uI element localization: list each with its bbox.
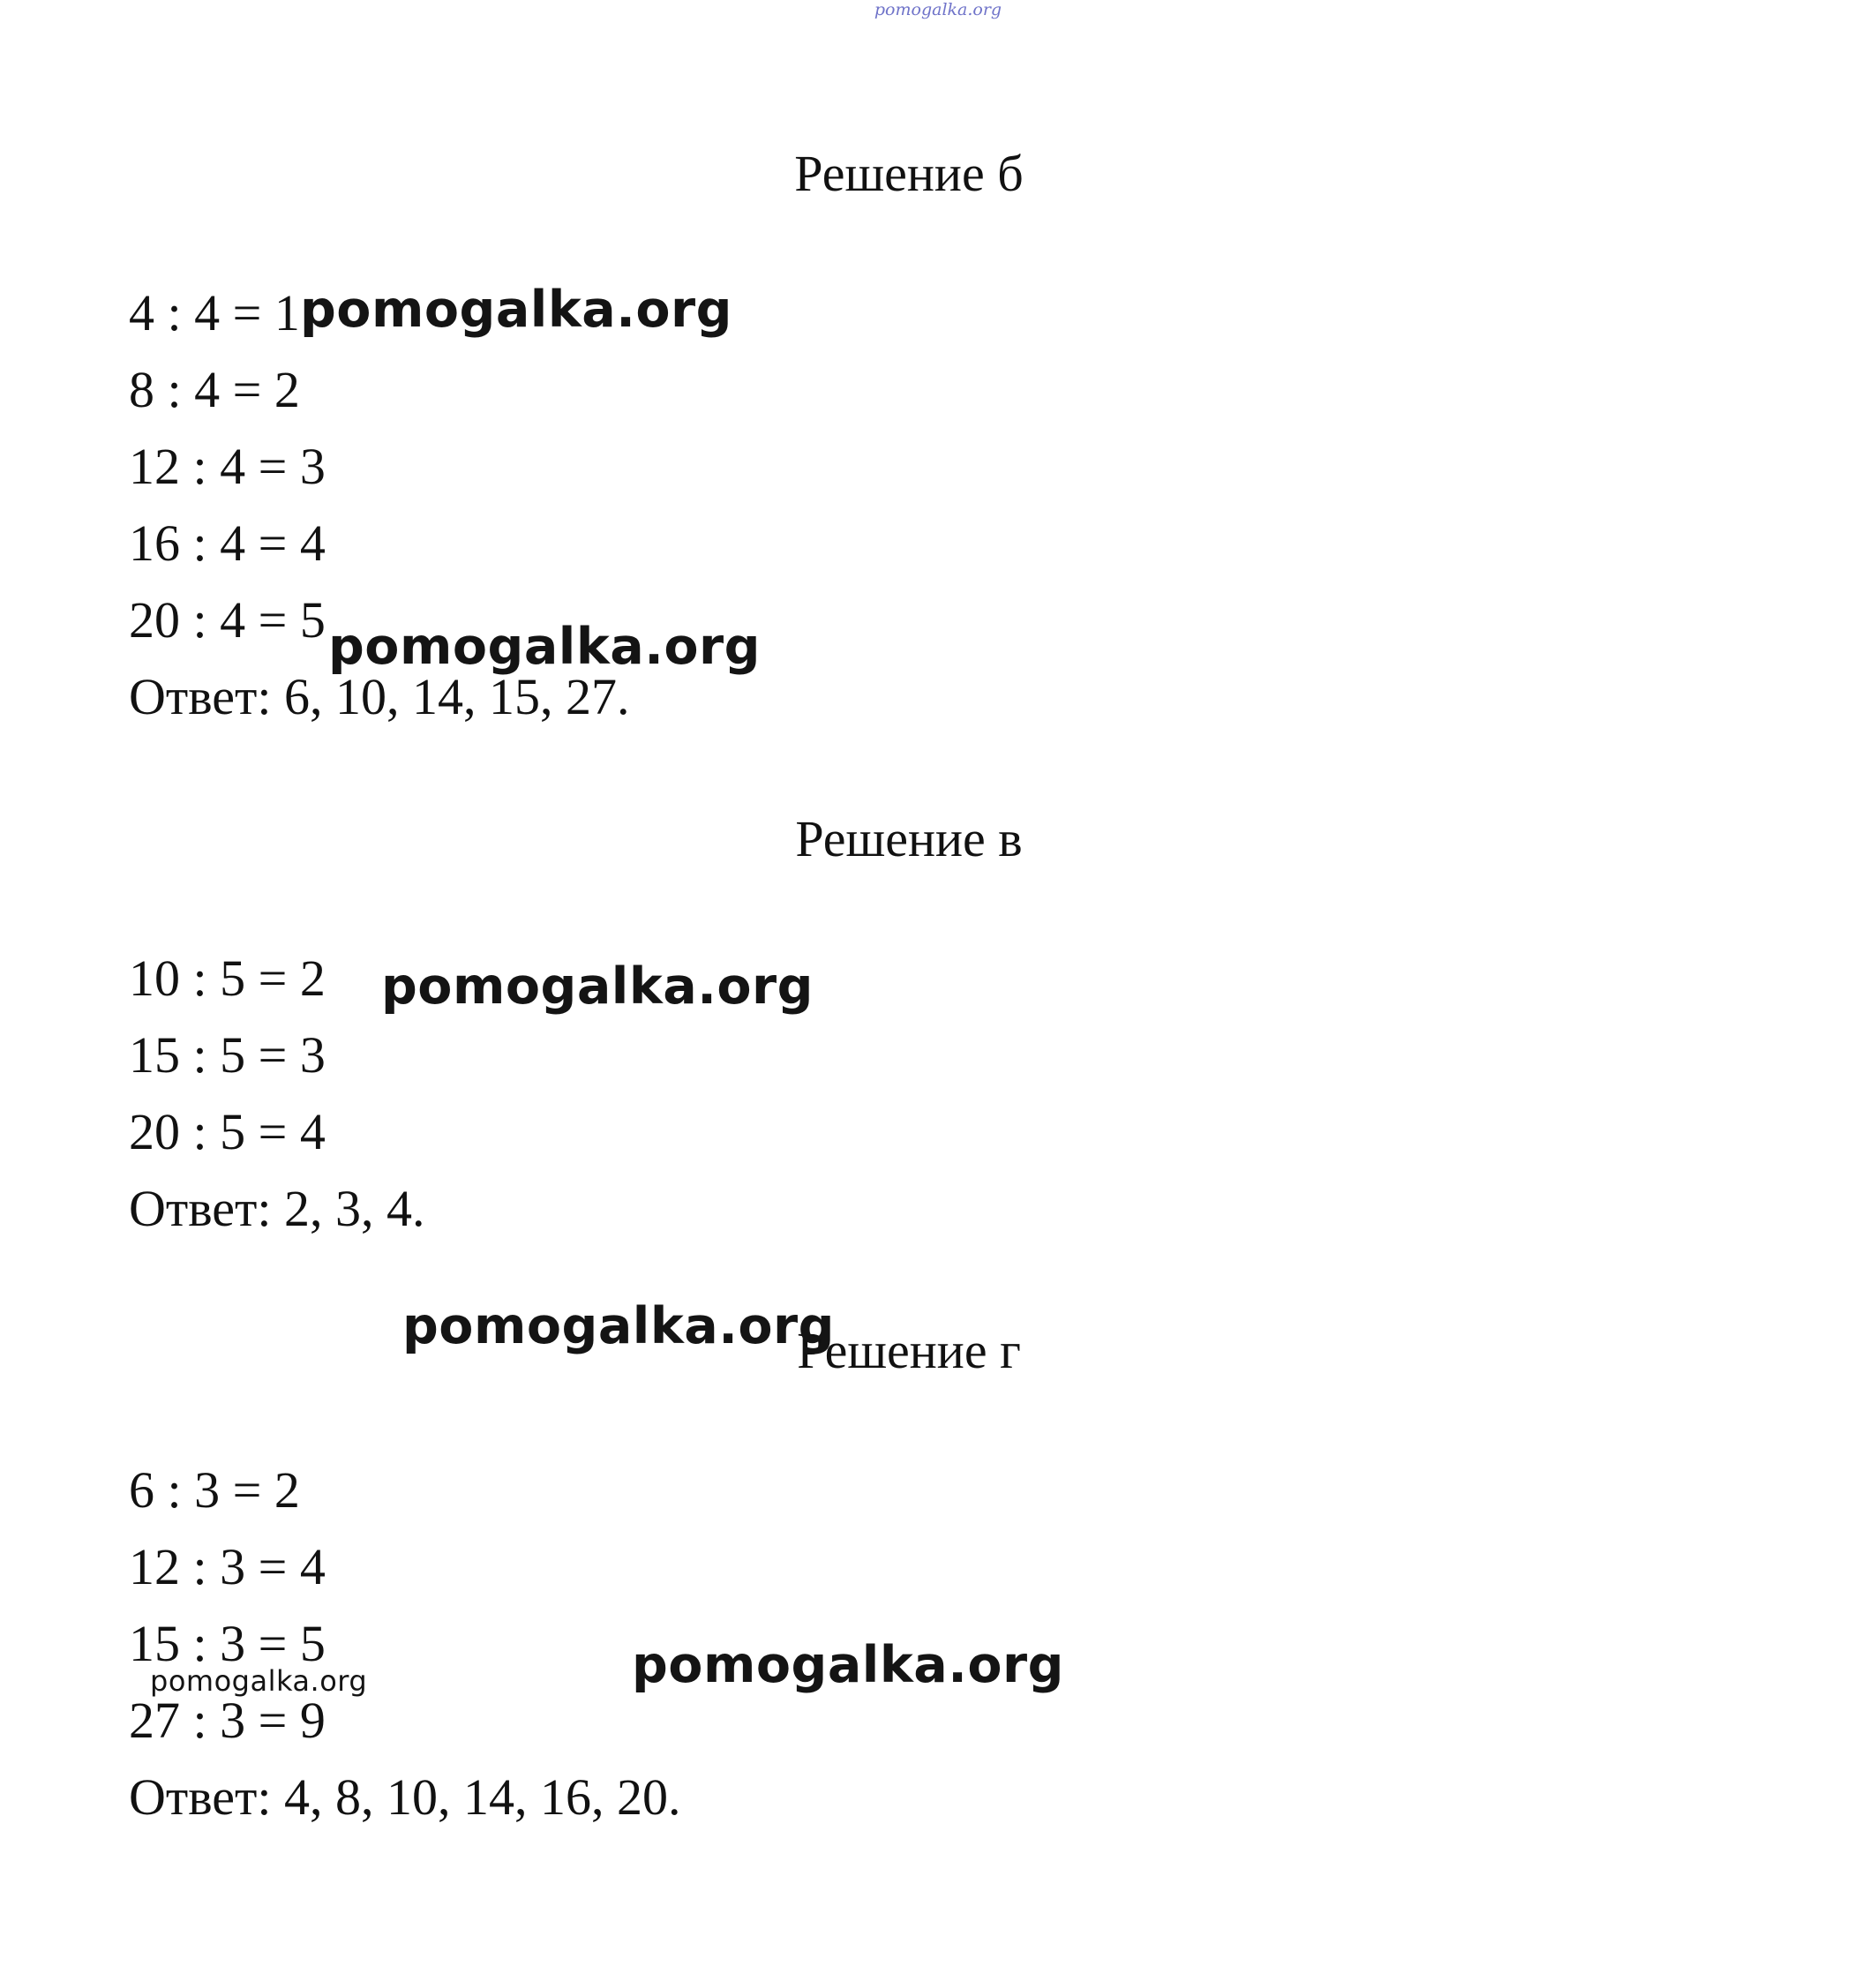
page-header-site: pomogalka.org [874, 0, 1002, 19]
equation-line: 12 : 3 = 4 [129, 1538, 326, 1595]
equation-line: 4 : 4 = 1 [129, 284, 300, 341]
section-title-b: Решение б [794, 145, 1024, 202]
equation-line: 16 : 4 = 4 [129, 514, 326, 572]
watermark-logo: pomogalka.org [328, 618, 761, 676]
equation-line: 20 : 4 = 5 [129, 591, 326, 649]
section-title-v: Решение в [795, 810, 1023, 867]
answer-line: Ответ: 4, 8, 10, 14, 16, 20. [129, 1768, 681, 1826]
equation-line: 27 : 3 = 9 [129, 1692, 326, 1749]
equation-line: 20 : 5 = 4 [129, 1103, 326, 1160]
answer-line: Ответ: 2, 3, 4. [129, 1180, 425, 1237]
equation-line: 10 : 5 = 2 [129, 949, 326, 1007]
answer-line: Ответ: 6, 10, 14, 15, 27. [129, 668, 630, 725]
equation-line: 12 : 4 = 3 [129, 438, 326, 495]
equation-line: 15 : 3 = 5 [129, 1615, 326, 1672]
watermark-logo: pomogalka.org [632, 1636, 1064, 1694]
equation-line: 15 : 5 = 3 [129, 1026, 326, 1084]
watermark-logo: pomogalka.org [381, 957, 814, 1016]
section-title-g: Решение г [797, 1322, 1021, 1379]
equation-line: 6 : 3 = 2 [129, 1461, 300, 1519]
watermark-logo-small: pomogalka.org [150, 1664, 368, 1698]
watermark-logo: pomogalka.org [300, 281, 732, 339]
watermark-logo: pomogalka.org [402, 1297, 835, 1355]
equation-line: 8 : 4 = 2 [129, 361, 300, 418]
